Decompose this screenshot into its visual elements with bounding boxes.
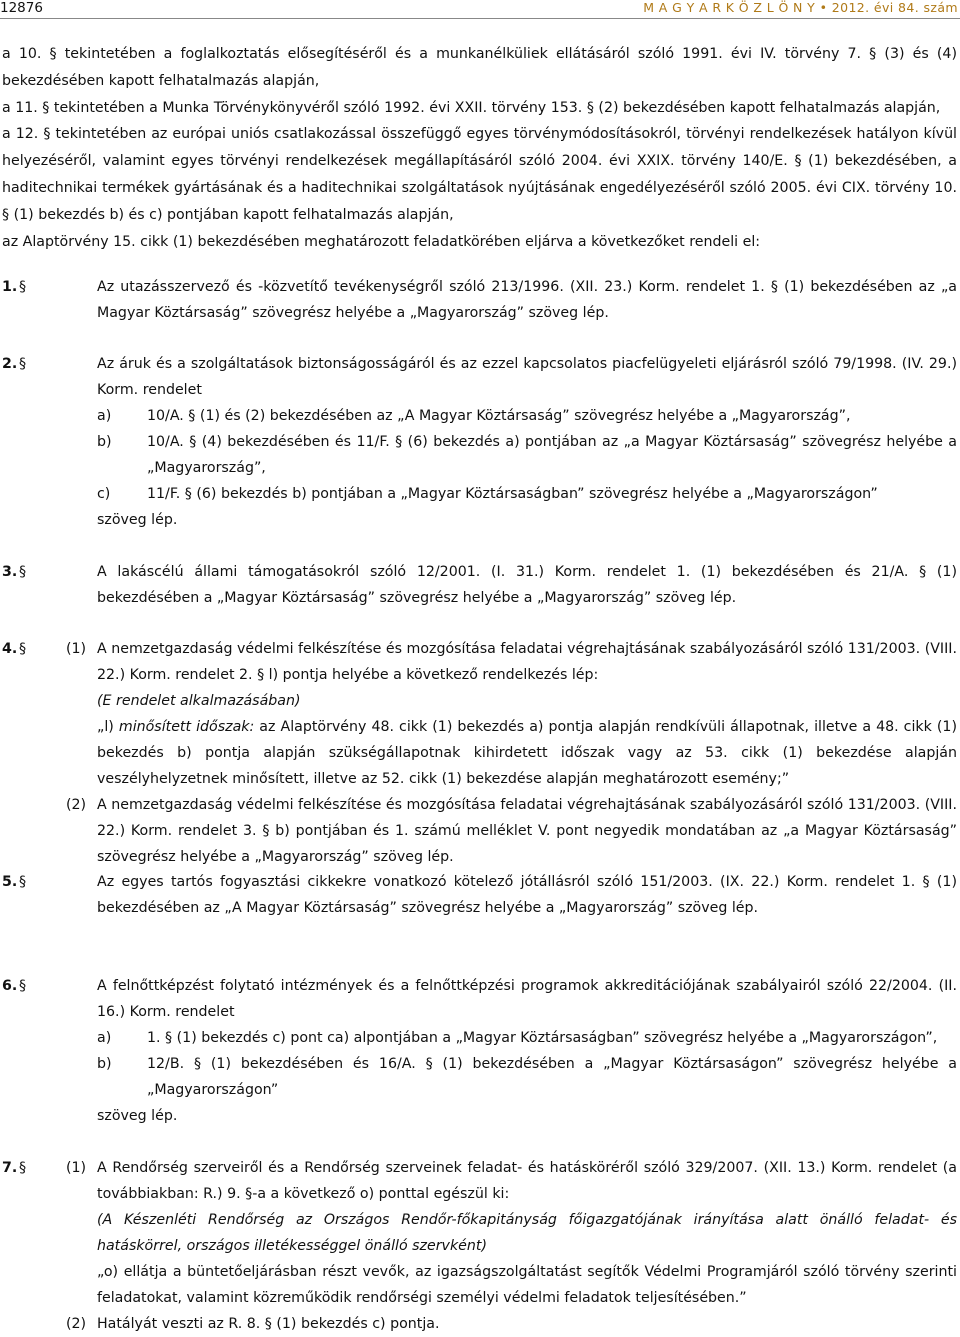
paragraph-sign: § [19, 978, 27, 994]
section-5 [0, 869, 960, 921]
list-item [97, 1025, 957, 1051]
section-number: 2. [2, 356, 18, 372]
list-item [97, 1051, 957, 1103]
section-number: 1. [2, 279, 18, 295]
subsection-text: Hatályát veszti az R. 8. § (1) bekezdés c) pontja. [97, 1316, 440, 1332]
item-label: b) [97, 434, 112, 450]
subsection-2 [66, 1311, 957, 1337]
paragraph-sign: § [19, 279, 27, 295]
section-number: 3. [2, 564, 18, 580]
section-2 [0, 351, 960, 533]
item-text: 11/F. § (6) bekezdés b) pontjában a „Magyar Köztársaságban” szövegrész helyébe a „Magyarországon” [147, 486, 878, 502]
paragraph-sign: § [19, 564, 27, 580]
item-text: 12/B. § (1) bekezdésében és 16/A. § (1) bekezdésében a „Magyar Köztársaságon” szövegrész helyébe a „Magyarországon” [147, 1056, 957, 1098]
item-text: 10/A. § (4) bekezdésében és 11/F. § (6) bekezdés a) pontjában az „a Magyar Köztársaság” szövegrész helyébe a „Magyarország”, [147, 434, 957, 476]
subsection-label: (2) [66, 797, 87, 813]
item-text: 10/A. § (1) és (2) bekezdésében az „A Magyar Köztársaság” szövegrész helyébe a „Magyarország”, [147, 408, 851, 424]
header-divider [0, 18, 960, 19]
subsection-heading: (E rendelet alkalmazásában) [97, 693, 301, 709]
paragraph-sign: § [19, 874, 27, 890]
item-label: a) [97, 408, 112, 424]
section-text: Az egyes tartós fogyasztási cikkekre vonatkozó kötelező jótállásról szóló 151/2003. (IX. 22.) Korm. rendelet 1. § (1) bekezdésében az „A Magyar Köztársaság” szövegrész helyébe a „Magyarország” szöveg lép. [97, 874, 957, 916]
item-label: b) [97, 1056, 112, 1072]
page-number: 12876 [0, 0, 43, 16]
subsection-heading: (A Készenléti Rendőrség az Országos Rendőr-főkapitányság főigazgatójának irányítása alatt önálló feladat- és hatáskörrel, országos illetékességgel önálló szervként) [97, 1212, 957, 1254]
section-text: A felnőttképzést folytató intézmények és a felnőttképzési programok akkreditációjának szabályairól szóló 22/2004. (II. 16.) Korm. rendelet [97, 978, 957, 1020]
preamble [2, 41, 957, 255]
list-item [97, 429, 957, 481]
item-label: c) [97, 486, 111, 502]
section-1 [0, 274, 960, 326]
subsection-text: A nemzetgazdaság védelmi felkészítése és mozgósítása feladatai végrehajtásának szabályozásáról szóló 131/2003. (VIII. 22.) Korm. rendelet 3. § b) pontjában és 1. számú melléklet V. pont negyedik mondatában az „a Magyar Köztársaság” szövegrész helyébe a „Magyarország” szöveg lép. [97, 797, 957, 865]
page-header [0, 0, 960, 18]
section-closing: szöveg lép. [97, 512, 178, 528]
section-3 [0, 559, 960, 611]
item-text: 1. § (1) bekezdés c) pont ca) alpontjában a „Magyar Köztársaságban” szövegrész helyébe a „Magyarországon”, [147, 1030, 938, 1046]
section-number: 5. [2, 874, 18, 890]
section-7 [0, 1155, 960, 1337]
section-text: Az áruk és a szolgáltatások biztonságosságáról és az ezzel kapcsolatos piacfelügyeleti eljárásról szóló 79/1998. (IV. 29.) Korm. rendelet [97, 356, 957, 398]
paragraph-sign: § [19, 641, 27, 657]
section-number: 4. [2, 641, 18, 657]
subsection-2 [66, 792, 957, 870]
subsection-1 [66, 636, 957, 792]
paragraph-sign: § [19, 1160, 27, 1176]
subsection-text: A Rendőrség szerveiről és a Rendőrség szerveinek feladat- és hatásköréről szóló 329/2007. (XII. 13.) Korm. rendelet (a továbbiakban: R.) 9. §-a a következő o) ponttal egészül ki: [97, 1160, 957, 1202]
list-item [97, 403, 957, 429]
section-text: Az utazásszervező és -közvetítő tevékenységről szóló 213/1996. (XII. 23.) Korm. rendelet 1. § (1) bekezdésében az „a Magyar Köztársaság” szövegrész helyébe a „Magyarország” szöveg lép. [97, 279, 957, 321]
section-number: 6. [2, 978, 18, 994]
subsection-label: (1) [66, 1160, 87, 1176]
subsection-1 [66, 1155, 957, 1311]
quoted-provision: „o) ellátja a büntetőeljárásban részt vevők, az igazságszolgáltatást segítők Védelmi Programjáról szóló törvény szerinti feladatokat, valamint közreműködik rendőrségi személyi védelmi feladatok teljesítésében.” [97, 1264, 957, 1306]
section-closing: szöveg lép. [97, 1108, 178, 1124]
journal-title: M A G Y A R K Ö Z L Ö N Y • 2012. évi 84. szám [643, 0, 958, 15]
item-label: a) [97, 1030, 112, 1046]
preamble-line: a 12. § tekintetében az európai uniós csatlakozással összefüggő egyes törvénymódosításokról, törvényi rendelkezések hatályon kívül helyezéséről, valamint egyes törvényi rendelkezések megállapításáról szóló 2004. évi XXIX. törvény 140/E. § (1) bekezdésében, a haditechnikai termékek gyártásának és a haditechnikai szolgáltatások nyújtásának engedélyezéséről szóló 2005. évi CIX. törvény 10. § (1) bekezdés b) és c) pontjában kapott felhatalmazás alapján, [2, 126, 957, 223]
preamble-line: a 10. § tekintetében a foglalkoztatás elősegítéséről és a munkanélküliek ellátásáról szóló 1991. évi IV. törvény 7. § (3) és (4) bekezdésében kapott felhatalmazás alapján, [2, 46, 957, 89]
subsection-label: (2) [66, 1316, 87, 1332]
paragraph-sign: § [19, 356, 27, 372]
section-number: 7. [2, 1160, 18, 1176]
quoted-provision: „l) minősített időszak: az Alaptörvény 48. cikk (1) bekezdés a) pontja alapján rendkívüli állapotnak, illetve a 48. cikk (1) bekezdés b) pontja alapján szükségállapotnak kihirdetett időszak vagy az 53. cikk (1) bekezdése alapján veszélyhelyzetnek minősített, illetve az 52. cikk (1) bekezdése alapján meghatározott esemény;” [97, 719, 957, 787]
subsection-text: A nemzetgazdaság védelmi felkészítése és mozgósítása feladatai végrehajtásának szabályozásáról szóló 131/2003. (VIII. 22.) Korm. rendelet 2. § l) pontja helyébe a következő rendelkezés lép: [97, 641, 957, 683]
subsection-label: (1) [66, 641, 87, 657]
preamble-line: a 11. § tekintetében a Munka Törvénykönyvéről szóló 1992. évi XXII. törvény 153. § (2) bekezdésében kapott felhatalmazás alapján, [2, 99, 941, 116]
preamble-line: az Alaptörvény 15. cikk (1) bekezdésében meghatározott feladatkörében eljárva a következőket rendeli el: [2, 233, 761, 250]
list-item [97, 481, 957, 507]
section-text: A lakáscélú állami támogatásokról szóló 12/2001. (I. 31.) Korm. rendelet 1. (1) bekezdésében és 21/A. § (1) bekezdésében a „Magyar Köztársaság” szövegrész helyébe a „Magyarország” szöveg lép. [97, 564, 957, 606]
section-4 [0, 636, 960, 870]
section-6 [0, 973, 960, 1129]
